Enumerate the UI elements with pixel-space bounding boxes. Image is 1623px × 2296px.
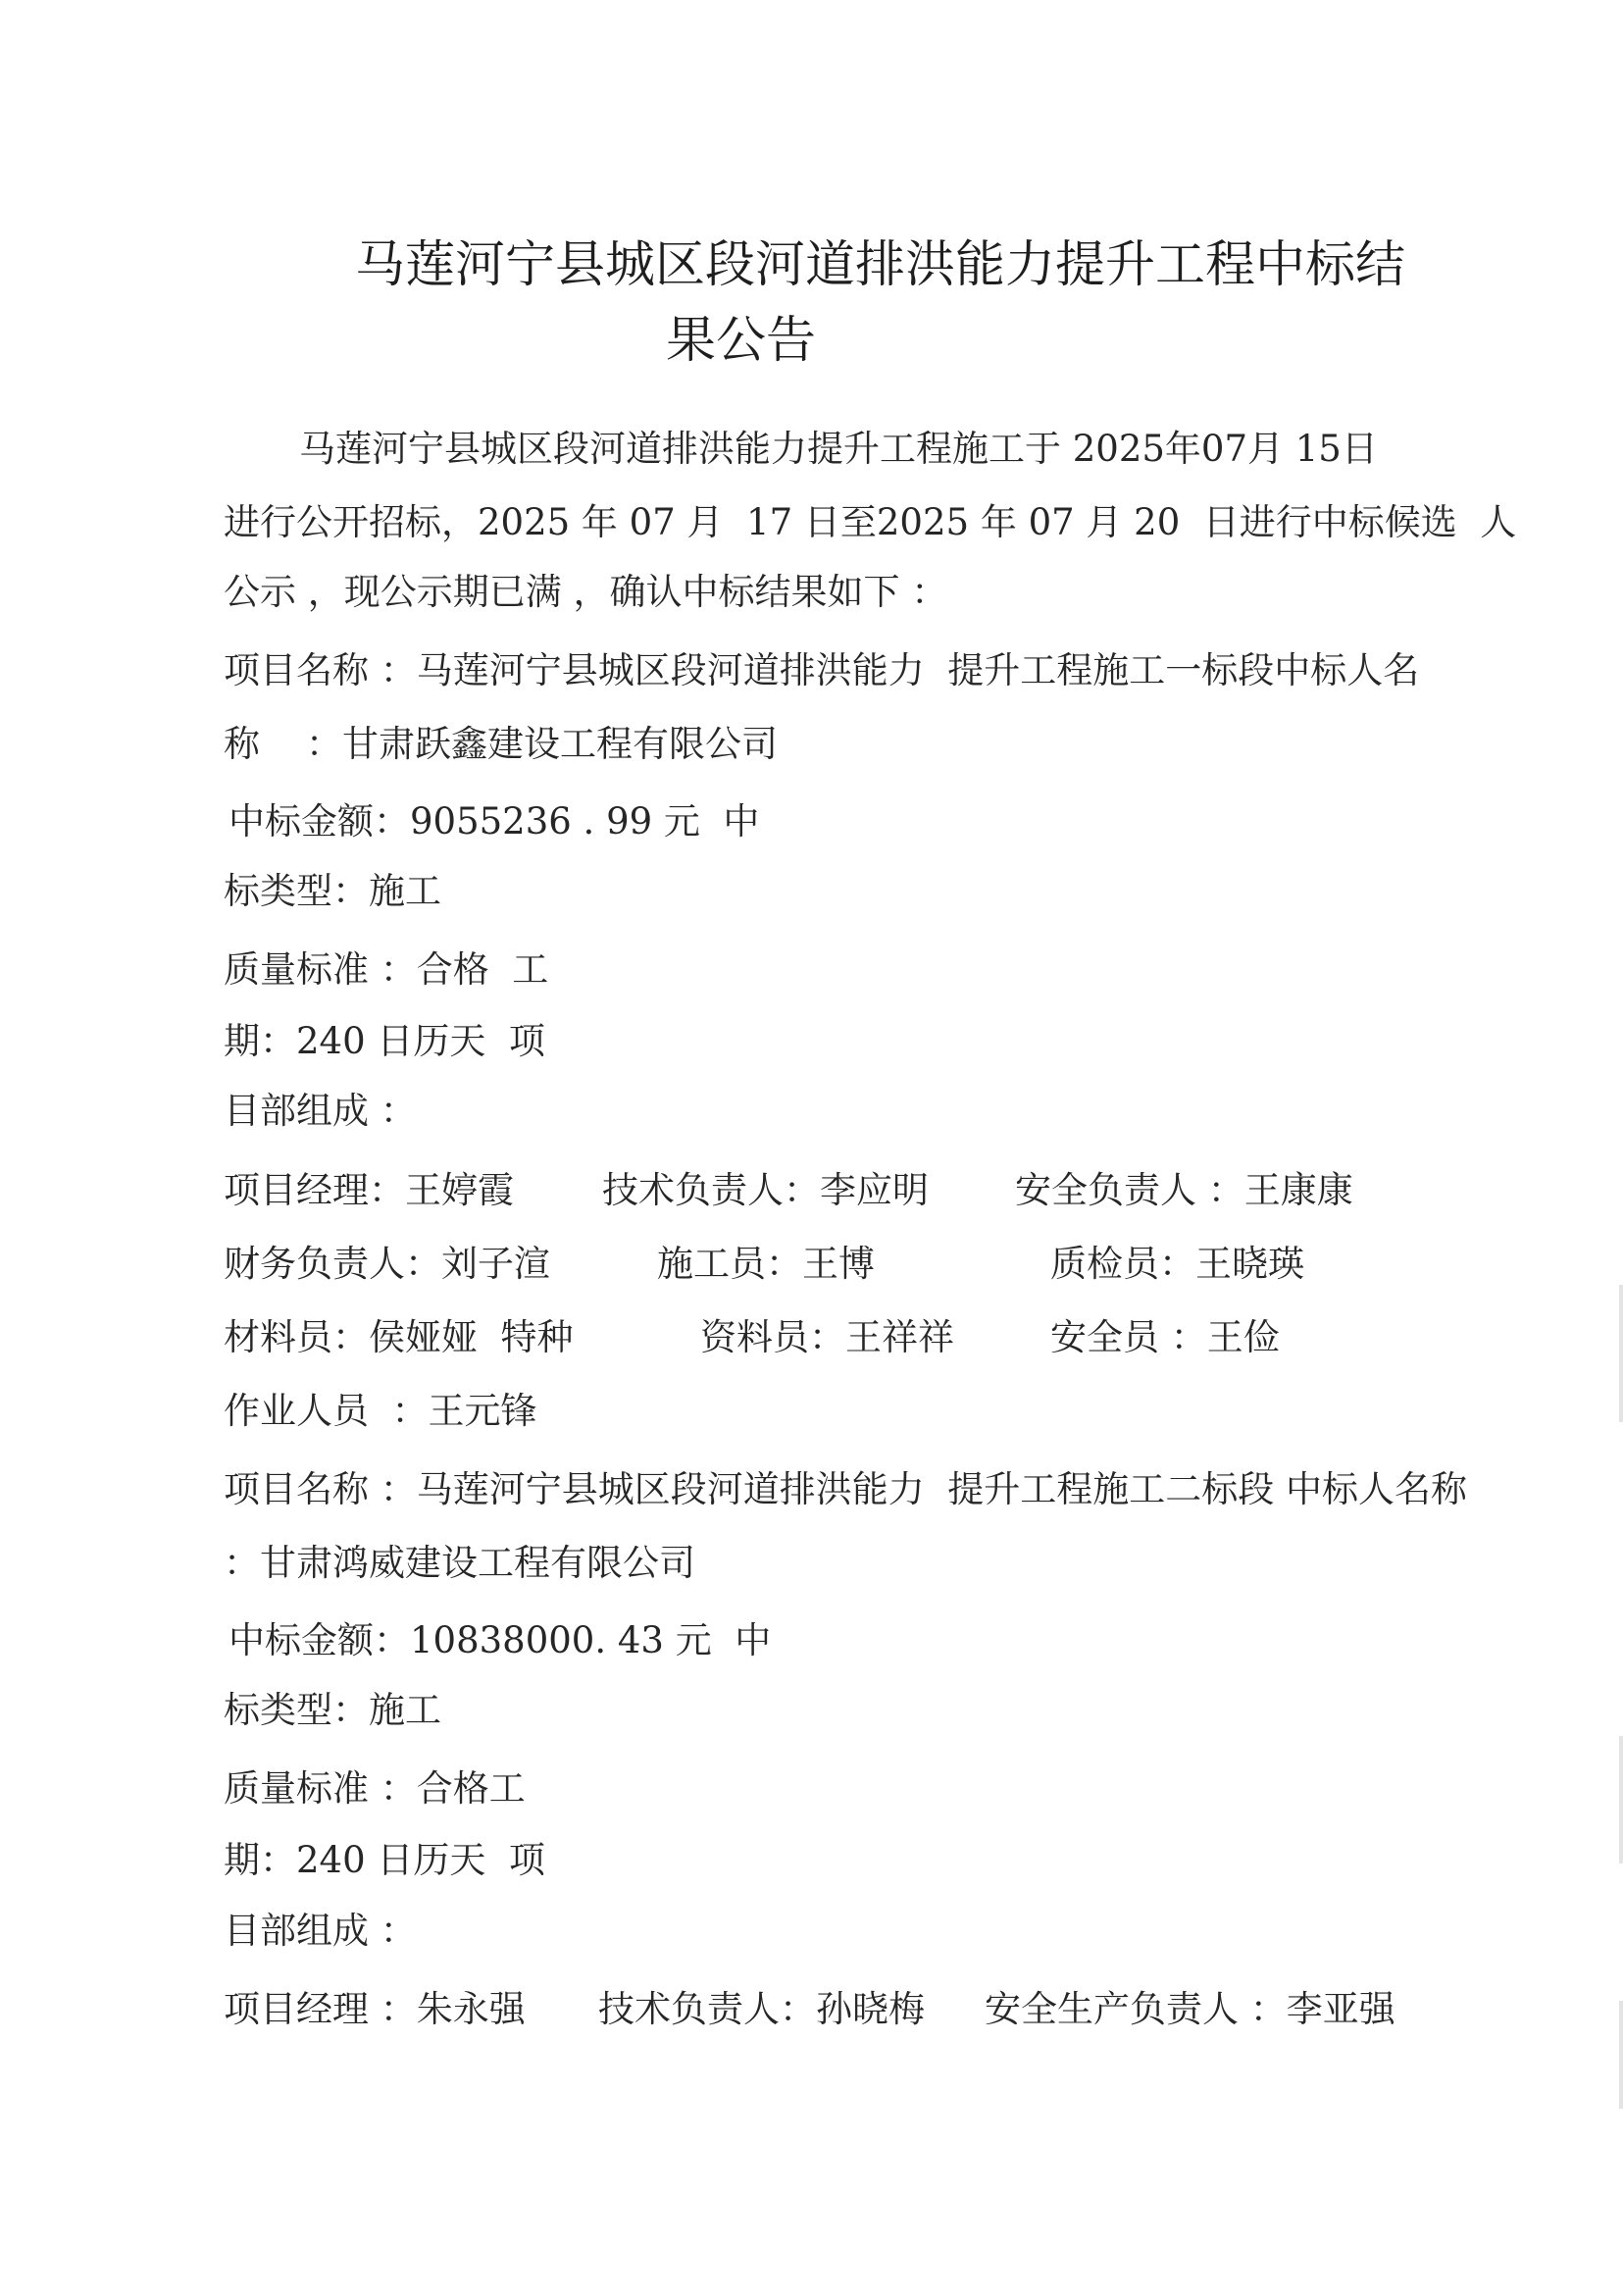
intro-line-3: 公示 ，现公示期已满 ，确认中标结果如下 ：	[224, 571, 948, 613]
lot1-name-line-1: 项目名称 ：马莲河宁县城区段河道排洪能力 提升工程施工一标段中标人名	[224, 649, 1420, 691]
lot2-team-member: 安全生产负责人 ：李亚强	[985, 1988, 1395, 2030]
lot2-amount: 中标金额：10838000. 43 元 中	[228, 1619, 772, 1661]
lot1-team-member: 安全负责人 ：王康康	[1015, 1169, 1353, 1211]
lot1-team-heading: 目部组成 ：	[224, 1090, 417, 1132]
scan-edge-mark	[1619, 1736, 1623, 1863]
lot1-team-member: 材料员：侯娅娅 特种	[224, 1316, 574, 1358]
lot2-team-member: 项目经理 ：朱永强	[224, 1988, 526, 2030]
lot1-period: 期：240 日历天 项	[224, 1020, 545, 1062]
lot1-team-member: 财务负责人：刘子渲	[224, 1243, 550, 1285]
lot1-team-member: 安全员 ：王俭	[1050, 1316, 1280, 1358]
lot2-name-line-1: 项目名称 ：马莲河宁县城区段河道排洪能力 提升工程施工二标段 中标人名称	[224, 1468, 1468, 1510]
title-line-1: 马莲河宁县城区段河道排洪能力提升工程中标结	[355, 236, 1406, 294]
lot2-team-heading: 目部组成 ：	[224, 1910, 417, 1952]
lot2-period: 期：240 日历天 项	[224, 1839, 545, 1881]
lot1-team-member: 施工员：王博	[657, 1243, 875, 1285]
lot1-quality: 质量标准 ：合格 工	[224, 948, 549, 991]
intro-line-2: 进行公开招标，2025 年 07 月 17 日至2025 年 07 月 20 日进行中标候选 人	[224, 501, 1517, 543]
lot2-quality: 质量标准 ：合格工	[224, 1767, 526, 1810]
title-line-2: 果公告	[666, 312, 817, 370]
lot2-name-line-2: ：甘肃鸿威建设工程有限公司	[224, 1542, 695, 1584]
lot1-team-member: 项目经理：王婷霞	[224, 1169, 514, 1211]
lot1-type: 标类型：施工	[224, 870, 441, 912]
lot1-name-line-2: 称 ：甘肃跃鑫建设工程有限公司	[224, 723, 779, 765]
lot2-team-member: 技术负责人：孙晓梅	[598, 1988, 925, 2030]
scan-edge-mark	[1619, 1285, 1623, 1422]
scan-edge-mark	[1619, 2001, 1623, 2109]
intro-line-1: 马莲河宁县城区段河道排洪能力提升工程施工于 2025年07月 15日	[299, 428, 1378, 470]
lot1-team-member: 技术负责人：李应明	[602, 1169, 929, 1211]
lot1-team-member: 作业人员 ：王元锋	[224, 1390, 537, 1432]
lot1-amount: 中标金额：9055236 . 99 元 中	[228, 800, 760, 842]
lot2-type: 标类型：施工	[224, 1689, 441, 1731]
lot1-team-member: 资料员：王祥祥	[700, 1316, 954, 1358]
lot1-team-member: 质检员：王晓瑛	[1050, 1243, 1304, 1285]
